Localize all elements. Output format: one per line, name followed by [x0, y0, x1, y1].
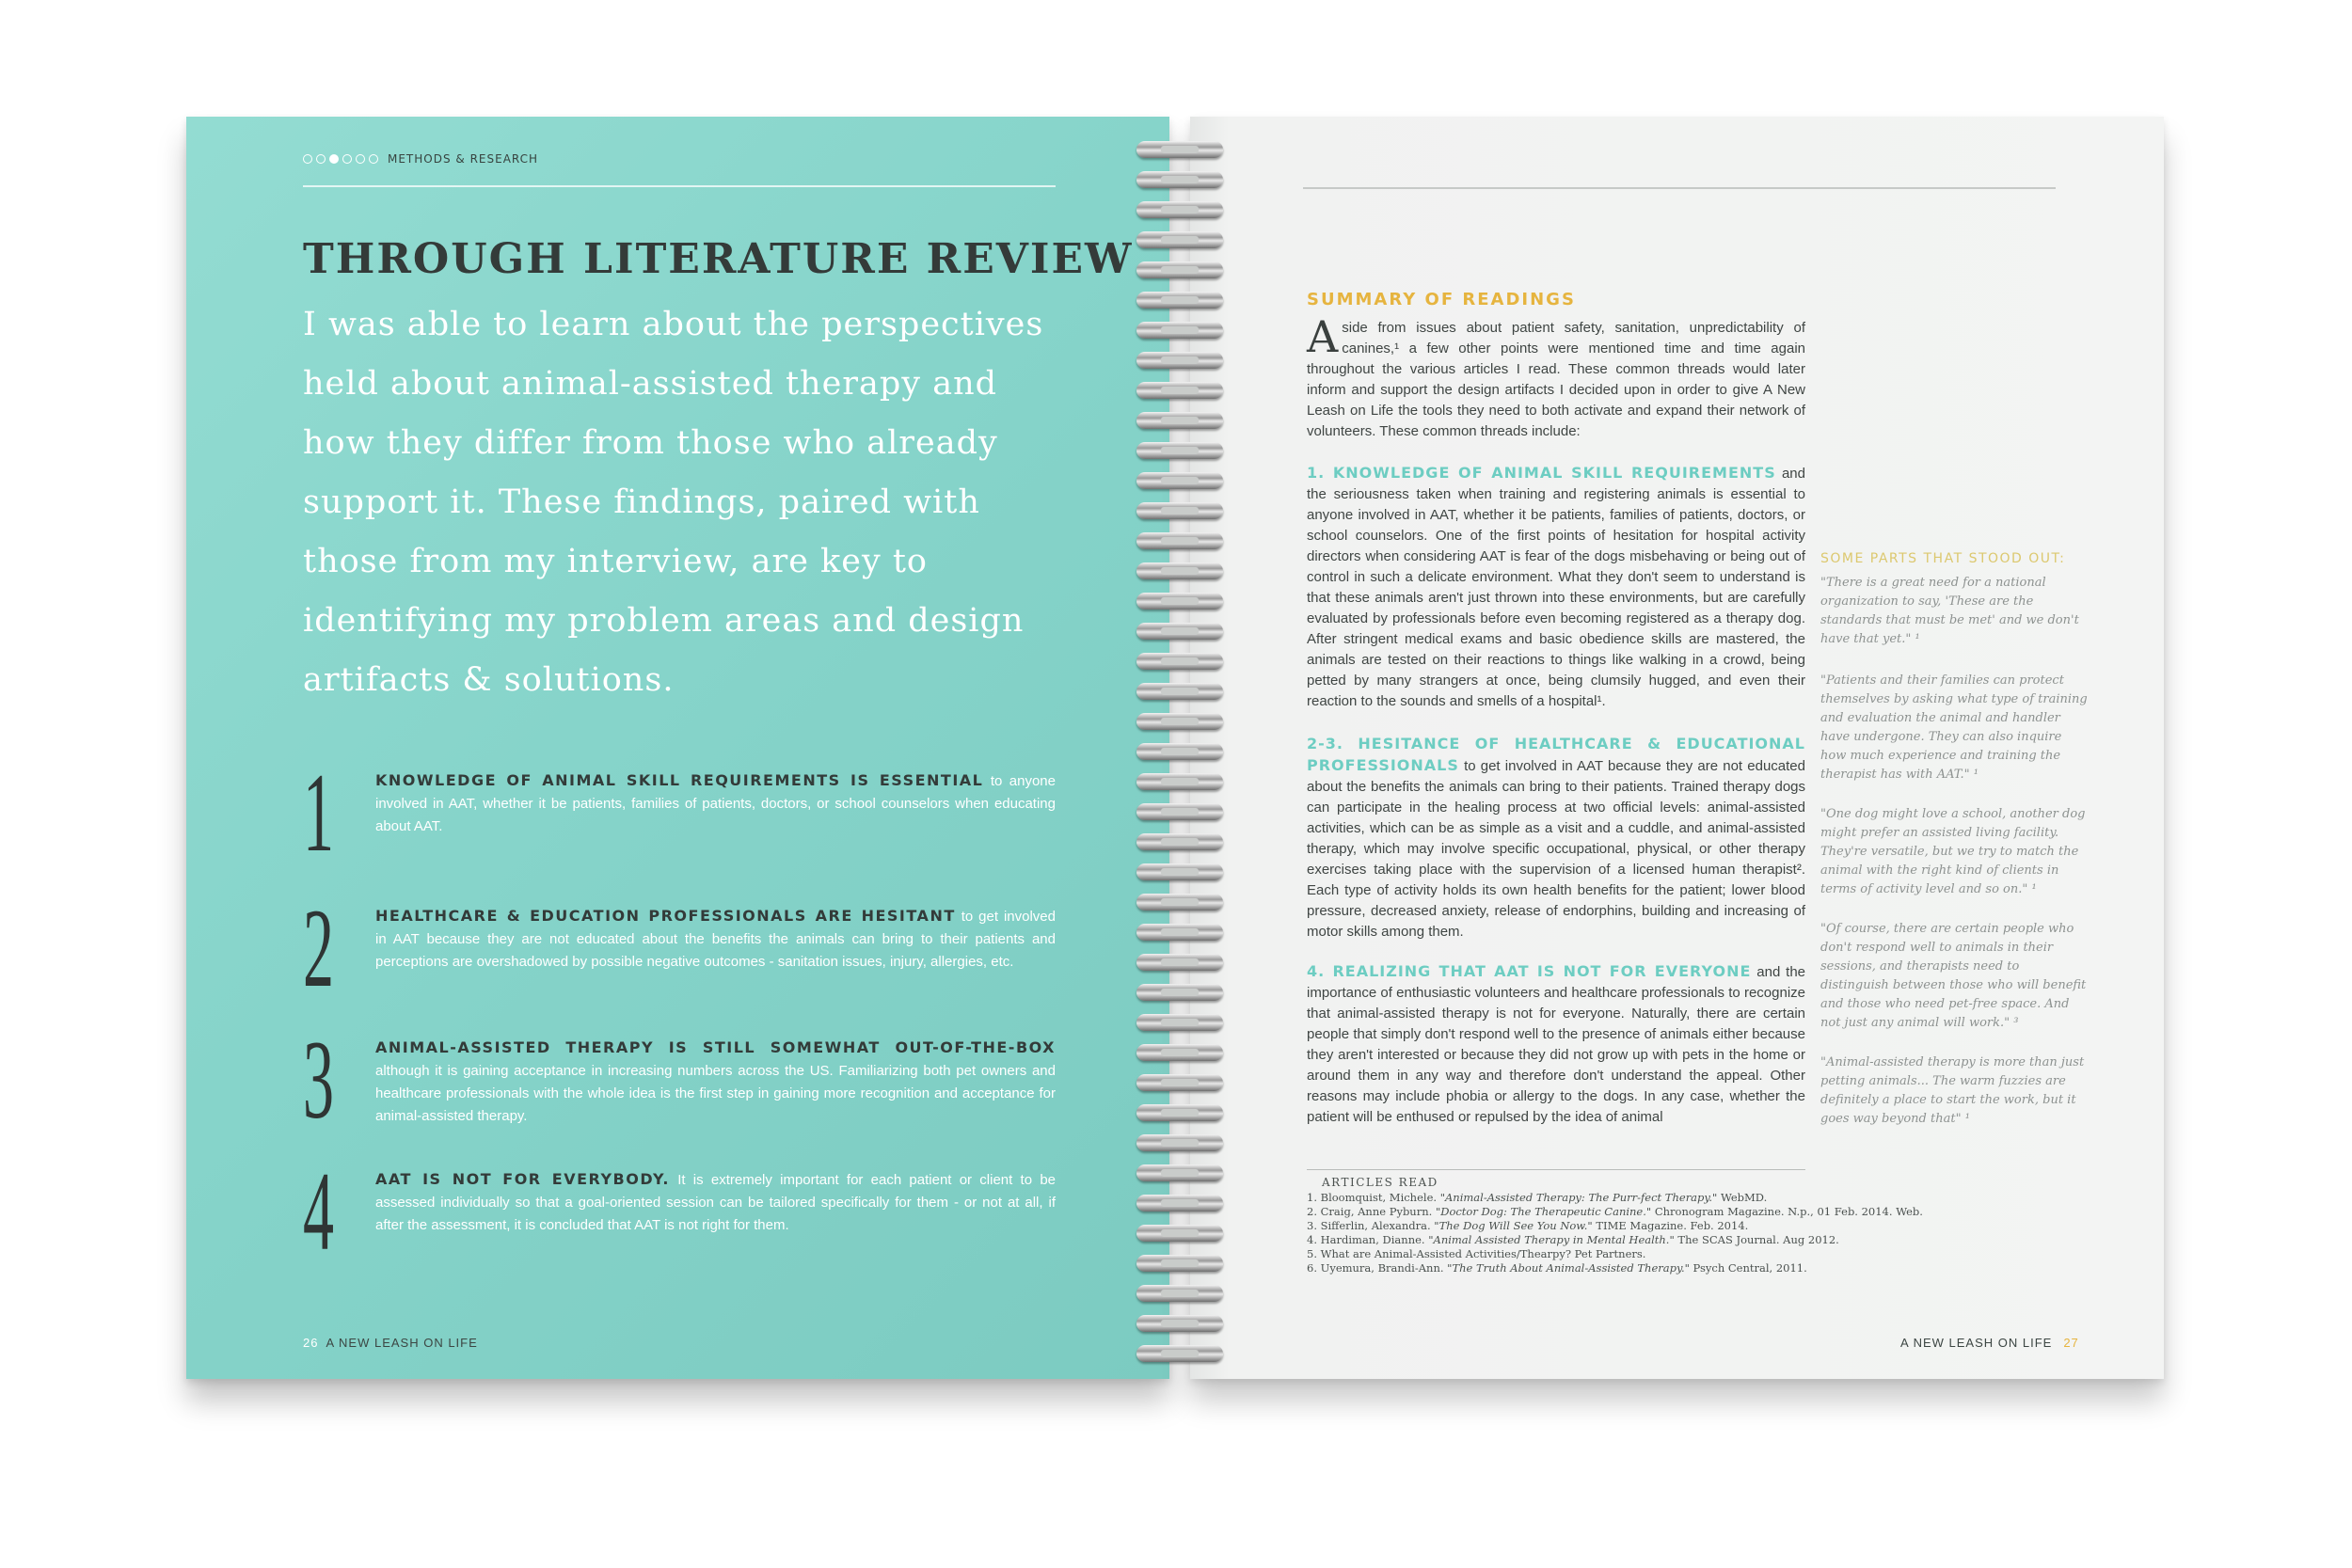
spiral-ring — [1136, 1044, 1223, 1061]
article-item: 6. Uyemura, Brandi-Ann. "The Truth About Animal-Assisted Therapy." Psych Central, 2011. — [1307, 1261, 1807, 1275]
spiral-ring — [1136, 322, 1223, 339]
spiral-ring — [1136, 1164, 1223, 1181]
finding-text — [375, 1168, 1056, 1237]
finding-text — [375, 1037, 1056, 1128]
section-label: METHODS & RESEARCH — [388, 152, 539, 166]
section-heading: 4. REALIZING THAT AAT IS NOT FOR EVERYONE — [1307, 962, 1752, 980]
progress-dot-active — [329, 154, 339, 164]
spiral-ring — [1136, 1315, 1223, 1332]
spiral-ring — [1136, 201, 1223, 218]
reading-section-2 — [1307, 734, 1805, 942]
article-item: 5. What are Animal-Assisted Activities/Thearpy? Pet Partners. — [1307, 1247, 1646, 1260]
spiral-ring — [1136, 412, 1223, 429]
page-title: THROUGH LITERATURE REVIEW — [303, 235, 1134, 283]
articles-heading: ARTICLES READ — [1322, 1176, 1438, 1189]
quote-item: "Of course, there are certain people who don't respond well to animals in their sessions, and therapists need to distinguish between those who will benefit and those who need pet-free space. And not just any animal will work." ³ — [1820, 922, 2087, 1030]
spiral-ring — [1136, 1225, 1223, 1242]
article-item: 4. Hardiman, Dianne. "Animal Assisted Therapy in Mental Health." The SCAS Journal. Aug 2012. — [1307, 1233, 1839, 1246]
spiral-ring — [1136, 562, 1223, 579]
spiral-ring — [1136, 1074, 1223, 1091]
finding-body: It is extremely important for each patient or client to be assessed individually so that a goal-oriented session can be tailored specifically for them - or not at all, if after the assessment, it is concluded that AAT is not right for them. — [375, 1172, 1056, 1233]
quotes-title: SOME PARTS THAT STOOD OUT: — [1820, 551, 2066, 566]
left-page — [186, 117, 1169, 1379]
progress-dot — [316, 154, 326, 164]
finding-body: to anyone involved in AAT, whether it be patients, families of patients, doctors, or school counselors when educating about AAT. — [375, 773, 1056, 834]
page-number: 27 — [2063, 1336, 2079, 1350]
quote-item: "Patients and their families can protect themselves by asking what type of training and evaluation the animal and handler have undergone. They can also inquire how much experience and training the therapist has with AAT." ¹ — [1820, 673, 2088, 782]
spiral-ring — [1136, 1195, 1223, 1212]
page-footer-left — [303, 1336, 478, 1350]
spiral-ring — [1136, 593, 1223, 610]
spiral-ring — [1136, 924, 1223, 941]
progress-dot — [303, 154, 312, 164]
spiral-ring — [1136, 352, 1223, 369]
finding-lead: ANIMAL-ASSISTED THERAPY IS STILL SOMEWHAT OUT-OF-THE-BOX — [375, 1038, 1056, 1056]
header-divider — [303, 185, 1056, 187]
finding-number: 4 — [303, 1148, 334, 1274]
finding-body: although it is gaining acceptance in increasing numbers across the US. Familiarizing both pet owners and healthcare professionals with the whole idea is the first step in gaining more recognition and acceptance for animal-assisted therapy. — [375, 1063, 1056, 1124]
spiral-ring — [1136, 171, 1223, 188]
page-number: 26 — [303, 1336, 319, 1350]
spiral-ring — [1136, 442, 1223, 459]
finding-lead: HEALTHCARE & EDUCATION PROFESSIONALS ARE HESITANT — [375, 907, 956, 925]
summary-intro — [1307, 311, 1805, 442]
quote-item: "One dog might love a school, another dog might prefer an assisted living facility. They're versatile, but we try to match the animal with the right kind of clients in terms of activity level and so on." ¹ — [1820, 807, 2086, 896]
section-heading: 1. KNOWLEDGE OF ANIMAL SKILL REQUIREMENTS — [1307, 464, 1776, 482]
article-item: 1. Bloomquist, Michele. "Animal-Assisted Therapy: The Purr-fect Therapy." WebMD. — [1307, 1191, 1768, 1204]
footer-title: A NEW LEASH ON LIFE — [1900, 1336, 2053, 1350]
progress-dot — [342, 154, 352, 164]
progress-dot — [369, 154, 378, 164]
spiral-ring — [1136, 231, 1223, 248]
spiral-ring — [1136, 141, 1223, 158]
spiral-ring — [1136, 1285, 1223, 1302]
spiral-ring — [1136, 1255, 1223, 1272]
spiral-ring — [1136, 833, 1223, 850]
finding-text — [375, 905, 1056, 974]
section-body: to get involved in AAT because they are not educated about the benefits the animals can bring to their patients. Trained therapy dogs can participate in the healing process at two official levels: animal-assisted activities, which can be as simple as a visit and a cuddle, and animal-assisted therapy, which may involve specific occupational, physical, or other therapy exercises taking place with the supervision of a licensed human therapist². Each type of activity holds its own health benefits for the patient; lower blood pressure, decreased anxiety, release of endorphins, building and increasing of motor skills among them. — [1307, 758, 1805, 940]
quote-item: "Animal-assisted therapy is more than just petting animals... The warm fuzzies are definitely a place to start the work, but it goes way beyond that" ¹ — [1820, 1055, 2085, 1126]
articles-divider — [1307, 1169, 1805, 1170]
spiral-ring — [1136, 984, 1223, 1001]
finding-lead: KNOWLEDGE OF ANIMAL SKILL REQUIREMENTS IS ESSENTIAL — [375, 771, 984, 789]
spiral-ring — [1136, 863, 1223, 880]
finding-number: 2 — [303, 885, 334, 1010]
finding-body: to get involved in AAT because they are not educated about the benefits the animals can bring to their patients and perceptions are overshadowed by possible negative outcomes - sanitation issues, injury, allergies, etc. — [375, 909, 1056, 970]
spiral-ring — [1136, 1134, 1223, 1151]
spiral-ring — [1136, 1014, 1223, 1031]
finding-number: 3 — [303, 1017, 334, 1142]
spiral-ring — [1136, 773, 1223, 790]
header-divider — [1303, 187, 2056, 189]
progress-dots — [303, 154, 378, 164]
spiral-ring — [1136, 472, 1223, 489]
spiral-ring — [1136, 803, 1223, 820]
spiral-ring — [1136, 954, 1223, 971]
intro-paragraph: I was able to learn about the perspectives held about animal-assisted therapy and how they differ from those who already support it. These findings, paired with those from my interview, are key to identifying my problem areas and design artifacts & solutions. — [303, 306, 1044, 699]
finding-number: 1 — [303, 750, 334, 875]
spiral-ring — [1136, 894, 1223, 911]
page-footer-right — [1900, 1336, 2079, 1350]
reading-section-3 — [1307, 961, 1805, 1128]
finding-text — [375, 769, 1056, 838]
summary-title: SUMMARY OF READINGS — [1307, 290, 1576, 309]
drop-cap: A — [1307, 311, 1339, 362]
section-body: and the seriousness taken when training and registering animals is essential to anyone involved in AAT, whether it be patients, families of patients, doctors, or school counselors. One of the first points of hesitation for hospital activity directors when considering AAT is fear of the dogs misbehaving or being out of control in such a delicate environment. What they don't seem to understand is that these animals aren't just thrown into these environments, but are carefully evaluated by professionals before even becoming registered as a therapy dog. After stringent medical exams and basic obedience skills are mastered, the animals are tested on their reactions to things like walking in a crowd, being petted by many strangers at once, being clumsily hugged, and even their reaction to the sounds and smells of a hospital¹. — [1307, 466, 1805, 709]
footer-title: A NEW LEASH ON LIFE — [326, 1336, 478, 1350]
spiral-ring — [1136, 623, 1223, 640]
spiral-ring — [1136, 382, 1223, 399]
spiral-ring — [1136, 502, 1223, 519]
reading-section-1 — [1307, 463, 1805, 712]
article-item: 2. Craig, Anne Pyburn. "Doctor Dog: The Therapeutic Canine." Chronogram Magazine. N.p., 01 Feb. 2014. Web. — [1307, 1205, 1923, 1218]
spiral-ring — [1136, 743, 1223, 760]
section-heading: 2-3. HESITANCE OF HEALTHCARE & EDUCATIONAL PROFESSIONALS — [1307, 735, 1805, 774]
summary-intro-text: side from issues about patient safety, sanitation, unpredictability of canines,¹ a few other points were mentioned time and time again throughout the various articles I read. These common threads would later inform and support the design artifacts I decided upon in order to give A New Leash on Life the tools they need to both activate and expand their network of volunteers. These common threads include: — [1307, 320, 1805, 439]
section-header — [303, 152, 538, 166]
finding-lead: AAT IS NOT FOR EVERYBODY. — [375, 1170, 670, 1188]
quote-item: "There is a great need for a national organization to say, 'These are the standards that must be met' and we don't have that yet." ¹ — [1820, 576, 2079, 646]
spiral-ring — [1136, 683, 1223, 700]
spiral-ring — [1136, 532, 1223, 549]
articles-list — [1307, 1191, 1923, 1275]
section-body: and the importance of enthusiastic volunteers and healthcare professionals to recognize that animal-assisted therapy is not for everyone. Naturally, there are certain people that simply don't respond well to the presence of animals either because they aren't interested or because they did not grow up with pets in the home or around them in any way and therefore don't understand the appeal. Other reasons may include phobia or allergy to the dogs. In any case, whether the patient will be enthused or repulsed by the idea of animal — [1307, 964, 1805, 1125]
article-item: 3. Sifferlin, Alexandra. "The Dog Will See You Now." TIME Magazine. Feb. 2014. — [1307, 1219, 1749, 1232]
spiral-ring — [1136, 292, 1223, 309]
progress-dot — [356, 154, 365, 164]
spiral-ring — [1136, 1345, 1223, 1362]
spiral-binding — [1136, 141, 1223, 1364]
spiral-ring — [1136, 261, 1223, 278]
spiral-ring — [1136, 653, 1223, 670]
right-page — [1190, 117, 2164, 1379]
spiral-ring — [1136, 1104, 1223, 1121]
spiral-ring — [1136, 713, 1223, 730]
